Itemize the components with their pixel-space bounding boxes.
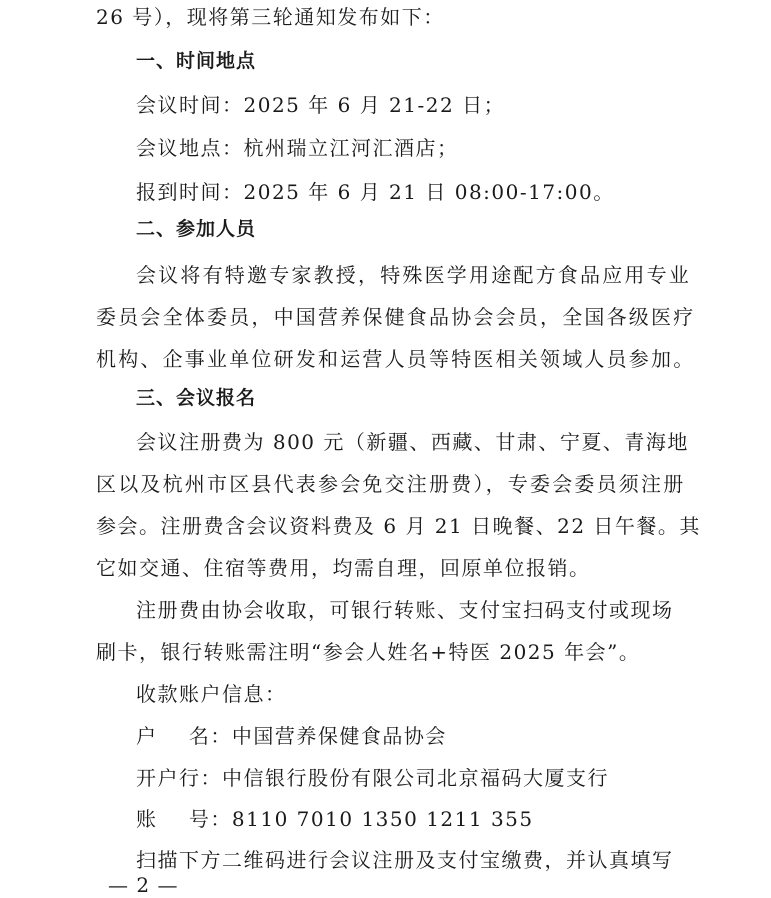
account-info-label: 收款账户信息：: [136, 682, 287, 706]
account-name: 户 名：中国营养保健食品协会: [136, 724, 447, 748]
participants-line-3: 机构、企事业单位研发和运营人员等特医相关领域人员参加。: [96, 347, 696, 371]
qr-instruction-line: 扫描下方二维码进行会议注册及支付宝缴费，并认真填写: [136, 848, 674, 872]
page-number: — 2 —: [108, 873, 179, 897]
participants-line-2: 委员会全体委员，中国营养保健食品协会会员，全国各级医疗: [96, 305, 696, 329]
account-number: 账 号：8110 7010 1350 1211 355: [136, 807, 534, 831]
section-heading-time-location: 一、时间地点: [136, 50, 257, 72]
meeting-time: 会议时间：2025 年 6 月 21-22 日；: [136, 93, 506, 117]
meeting-location: 会议地点：杭州瑞立江河汇酒店；: [136, 136, 459, 160]
section-heading-registration: 三、会议报名: [136, 387, 257, 409]
account-bank: 开户行：中信银行股份有限公司北京福码大厦支行: [136, 766, 609, 790]
registration-fee-line-2: 区以及杭州市区县代表参会免交注册费），专委会委员须注册: [96, 472, 686, 496]
participants-line-1: 会议将有特邀专家教授，特殊医学用途配方食品应用专业: [136, 263, 691, 287]
registration-fee-line-3: 参会。注册费含会议资料费及 6 月 21 日晚餐、22 日午餐。其: [96, 514, 701, 538]
registration-time: 报到时间：2025 年 6 月 21 日 08:00-17:00。: [136, 180, 615, 204]
opening-line: 26 号），现将第三轮通知发布如下：: [96, 5, 445, 29]
section-heading-participants: 二、参加人员: [136, 218, 257, 240]
registration-fee-line-4: 它如交通、住宿等费用，均需自理，回原单位报销。: [96, 556, 591, 580]
payment-method-line-1: 注册费由协会收取，可银行转账、支付宝扫码支付或现场: [136, 598, 674, 622]
payment-method-line-2: 刷卡，银行转账需注明“参会人姓名+特医 2025 年会”。: [96, 640, 641, 664]
registration-fee-line-1: 会议注册费为 800 元（新疆、西藏、甘肃、宁夏、青海地: [136, 430, 689, 454]
